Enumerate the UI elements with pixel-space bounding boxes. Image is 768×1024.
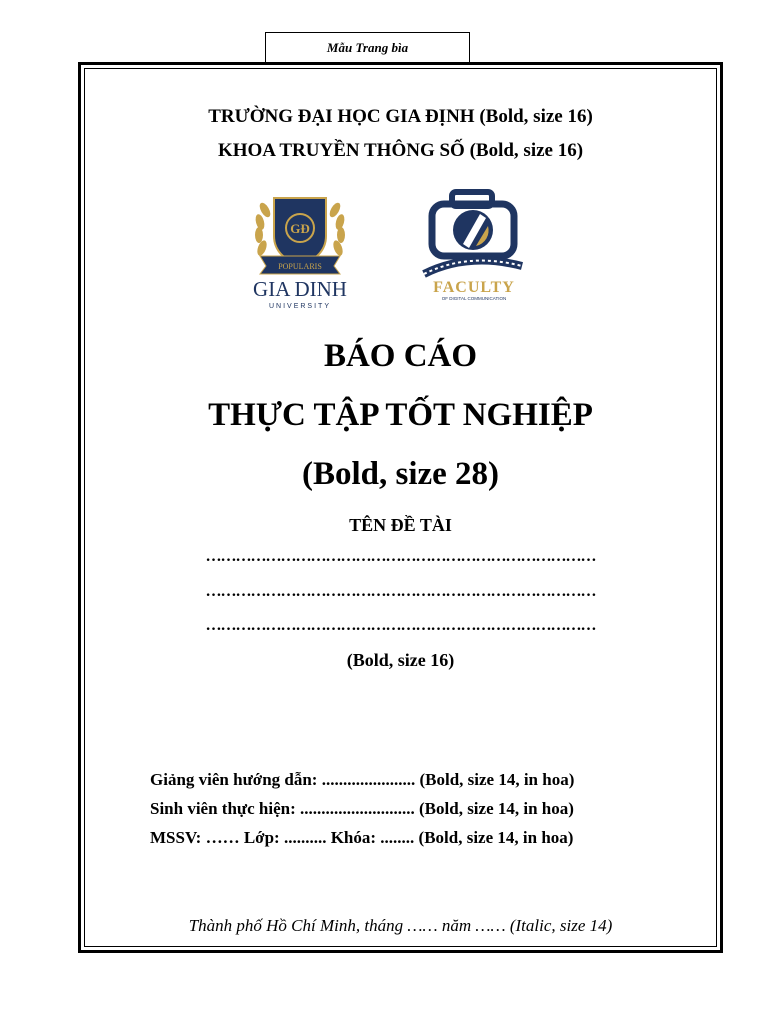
student-line: Sinh viên thực hiện: ........................... (Bold, size 14, in hoa): [150, 799, 574, 818]
topic-line: ……………………………………………………………………: [205, 617, 596, 634]
topic-line: ……………………………………………………………………: [205, 548, 596, 565]
topic-note: (Bold, size 16): [346, 650, 455, 670]
faculty-name: KHOA TRUYỀN THÔNG SỐ (Bold, size 16): [217, 140, 584, 161]
topic-line: ……………………………………………………………………: [205, 583, 596, 600]
report-title-line2: THỰC TẬP TỐT NGHIỆP: [208, 397, 593, 433]
svg-text:GIA DINH: GIA DINH: [253, 277, 347, 301]
report-title-line1: BÁO CÁO: [323, 338, 478, 374]
svg-text:OF DIGITAL COMMUNICATION: OF DIGITAL COMMUNICATION: [441, 296, 507, 301]
advisor-line: Giảng viên hướng dẫn: ...................... (Bold, size 14, in hoa): [150, 770, 575, 789]
camera-icon: [418, 186, 528, 306]
topic-heading: TÊN ĐỀ TÀI: [349, 515, 452, 535]
university-crest-icon: [238, 190, 362, 310]
svg-text:FACULTY: FACULTY: [433, 279, 515, 296]
gia-dinh-university-logo: [238, 190, 362, 310]
student-id-line: MSSV: …… Lớp: .......... Khóa: ........ (Bold, size 14, in hoa): [150, 828, 574, 847]
template-label: Mẫu Trang bìa: [265, 32, 470, 63]
svg-text:GĐ: GĐ: [290, 221, 310, 236]
report-title-line3: (Bold, size 28): [301, 456, 500, 492]
faculty-logo: [418, 186, 528, 306]
footer-place-date: Thành phố Hồ Chí Minh, tháng …… năm …… (Italic, size 14): [188, 916, 613, 935]
svg-text:UNIVERSITY: UNIVERSITY: [268, 303, 332, 310]
school-name: TRƯỜNG ĐẠI HỌC GIA ĐỊNH (Bold, size 16): [208, 106, 593, 127]
svg-text:POPULARIS: POPULARIS: [278, 262, 322, 271]
